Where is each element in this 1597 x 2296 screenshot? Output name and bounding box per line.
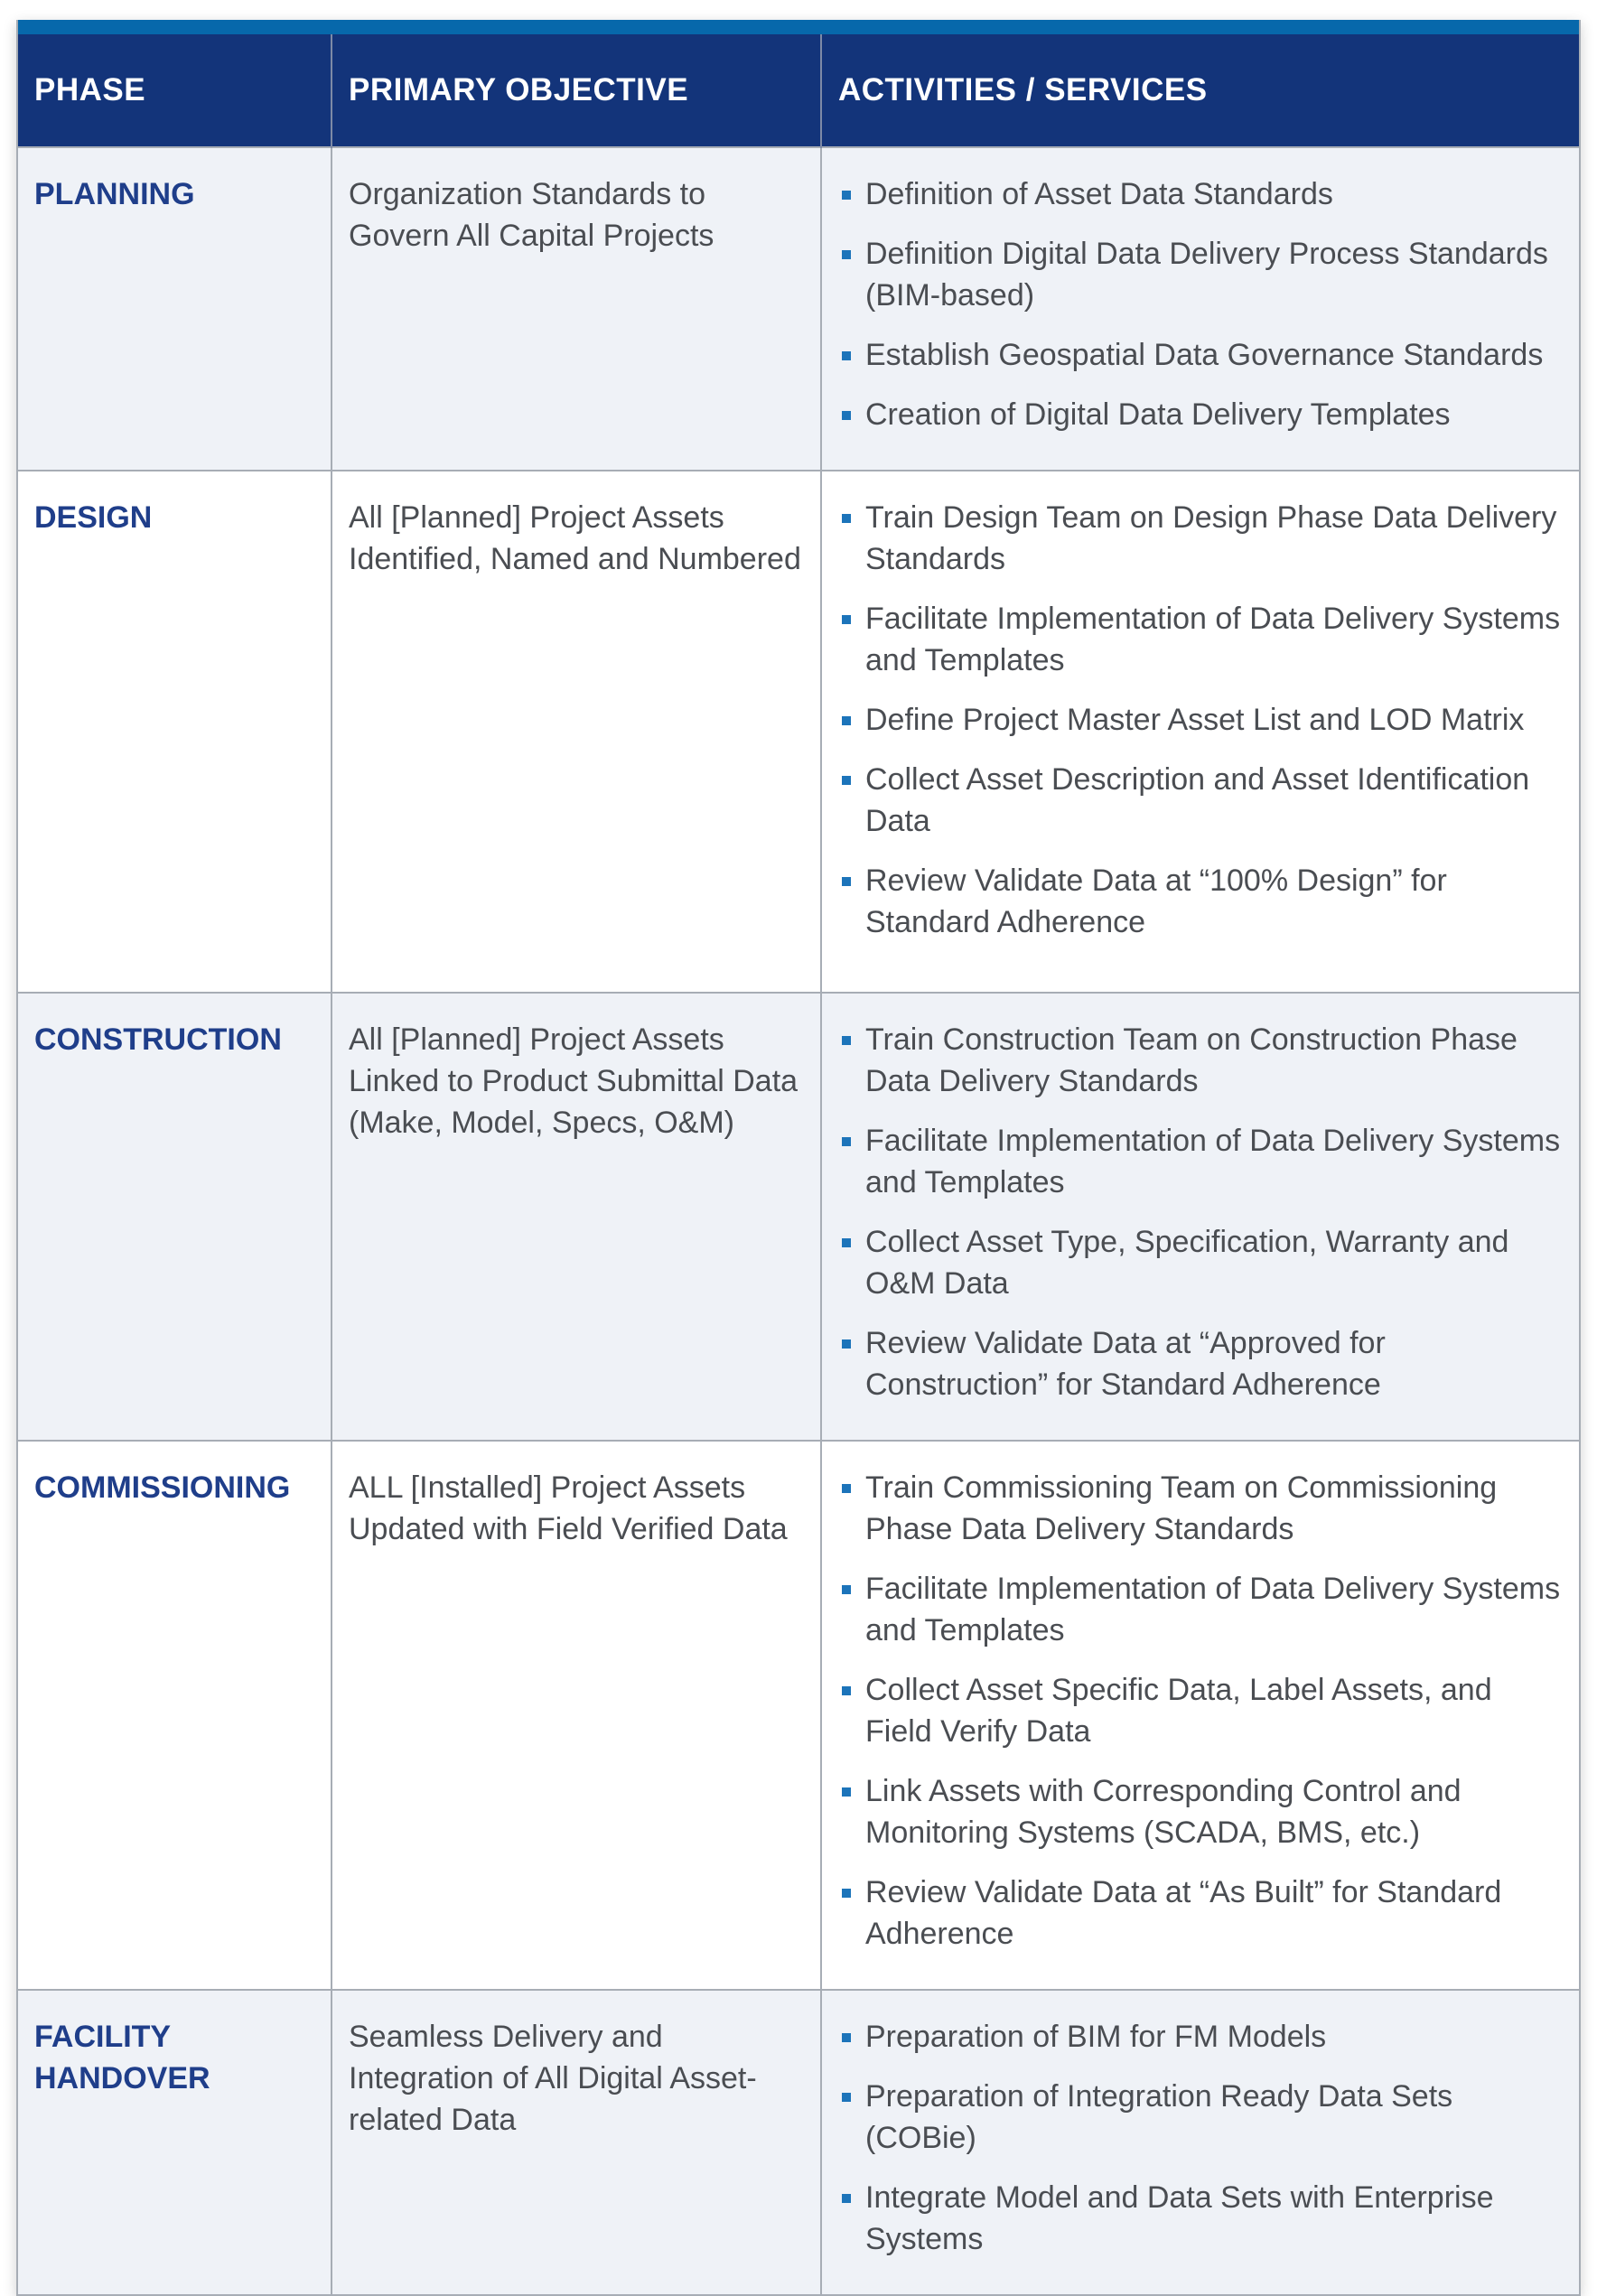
activities-list: [838, 173, 1563, 435]
activity-text: Train Construction Team on Construction Phase Data Delivery Standards: [865, 1022, 1518, 1098]
bullet-square-icon: [842, 2033, 851, 2042]
table-row: [18, 471, 1579, 993]
objective-cell: All [Planned] Project Assets Linked to Product Submittal Data (Make, Model, Specs, O&M): [332, 993, 821, 1441]
activity-text: Collect Asset Specific Data, Label Assets, and Field Verify Data: [865, 1673, 1492, 1749]
activities-list: [838, 1467, 1563, 1955]
activity-item: [838, 1467, 1563, 1550]
bullet-square-icon: [842, 1585, 851, 1594]
activity-text: Train Design Team on Design Phase Data Delivery Standards: [865, 500, 1557, 576]
activities-cell: [821, 471, 1579, 993]
activity-text: Collect Asset Type, Specification, Warranty and O&M Data: [865, 1225, 1509, 1301]
table-row: [18, 993, 1579, 1441]
activities-cell: [821, 993, 1579, 1441]
table-row: [18, 147, 1579, 471]
header-objective: PRIMARY OBJECTIVE: [332, 34, 821, 147]
objective-cell: Seamless Delivery and Integration of All Digital Asset-related Data: [332, 1990, 821, 2294]
phase-cell: [18, 147, 332, 471]
activity-item: [838, 233, 1563, 316]
activity-text: Establish Geospatial Data Governance Standards: [865, 338, 1544, 372]
activity-text: Facilitate Implementation of Data Delivery Systems and Templates: [865, 602, 1561, 677]
activity-text: Collect Asset Description and Asset Identification Data: [865, 762, 1530, 838]
activity-item: [838, 699, 1563, 741]
activities-list: [838, 497, 1563, 943]
activity-text: Define Project Master Asset List and LOD Matrix: [865, 703, 1525, 737]
activity-text: Review Validate Data at “100% Design” for Standard Adherence: [865, 863, 1447, 939]
bullet-square-icon: [842, 250, 851, 259]
activity-text: Creation of Digital Data Delivery Templates: [865, 397, 1451, 432]
activity-text: Review Validate Data at “Approved for Construction” for Standard Adherence: [865, 1326, 1386, 1402]
activity-text: Preparation of Integration Ready Data Sets (COBie): [865, 2079, 1453, 2155]
bullet-square-icon: [842, 1686, 851, 1695]
activities-cell: [821, 147, 1579, 471]
activities-cell: [821, 1990, 1579, 2294]
bullet-square-icon: [842, 514, 851, 523]
activity-text: Link Assets with Corresponding Control and Monitoring Systems (SCADA, BMS, etc.): [865, 1774, 1462, 1850]
phase-cell: [18, 471, 332, 993]
activity-text: Facilitate Implementation of Data Delivery Systems and Templates: [865, 1572, 1561, 1647]
header-phase: PHASE: [18, 34, 332, 147]
activity-text: Integrate Model and Data Sets with Enterprise Systems: [865, 2180, 1494, 2256]
header-row: [18, 34, 1579, 147]
phase-table: [18, 34, 1579, 2294]
phase-table-container: [16, 20, 1581, 2296]
activity-item: [838, 334, 1563, 376]
activity-item: [838, 394, 1563, 435]
phase-label: DESIGN: [34, 500, 153, 535]
activity-text: Preparation of BIM for FM Models: [865, 2020, 1327, 2054]
bullet-square-icon: [842, 411, 851, 420]
activity-item: [838, 1669, 1563, 1752]
activity-item: [838, 2016, 1563, 2058]
phase-label: COMMISSIONING: [34, 1470, 291, 1505]
header-activities: ACTIVITIES / SERVICES: [821, 34, 1579, 147]
activity-item: [838, 1221, 1563, 1304]
phase-cell: [18, 1441, 332, 1990]
phase-cell: [18, 993, 332, 1441]
bullet-square-icon: [842, 1787, 851, 1797]
phase-label: PLANNING: [34, 177, 195, 211]
bullet-square-icon: [842, 1889, 851, 1898]
objective-cell: All [Planned] Project Assets Identified, Named and Numbered: [332, 471, 821, 993]
activity-item: [838, 860, 1563, 943]
bullet-square-icon: [842, 2093, 851, 2102]
activity-item: [838, 2076, 1563, 2159]
activity-item: [838, 598, 1563, 681]
objective-cell: ALL [Installed] Project Assets Updated with Field Verified Data: [332, 1441, 821, 1990]
bullet-square-icon: [842, 2194, 851, 2203]
activities-list: [838, 2016, 1563, 2260]
bullet-square-icon: [842, 776, 851, 785]
bullet-square-icon: [842, 1484, 851, 1493]
activity-item: [838, 1120, 1563, 1203]
phase-label: CONSTRUCTION: [34, 1022, 282, 1057]
bullet-square-icon: [842, 1137, 851, 1146]
phase-label: FACILITY HANDOVER: [34, 2020, 210, 2095]
activity-item: [838, 1770, 1563, 1853]
activity-text: Definition of Asset Data Standards: [865, 177, 1333, 211]
activity-text: Definition Digital Data Delivery Process Standards (BIM-based): [865, 237, 1548, 313]
bullet-square-icon: [842, 1238, 851, 1247]
top-accent-bar: [18, 20, 1579, 34]
bullet-square-icon: [842, 191, 851, 200]
activity-item: [838, 759, 1563, 842]
bullet-square-icon: [842, 1339, 851, 1349]
objective-cell: Organization Standards to Govern All Capital Projects: [332, 147, 821, 471]
table-row: [18, 1990, 1579, 2294]
activity-item: [838, 1019, 1563, 1102]
activity-item: [838, 1871, 1563, 1955]
activities-list: [838, 1019, 1563, 1405]
activity-text: Train Commissioning Team on Commissioning Phase Data Delivery Standards: [865, 1470, 1498, 1546]
activity-item: [838, 1322, 1563, 1405]
activities-cell: [821, 1441, 1579, 1990]
activity-text: Review Validate Data at “As Built” for Standard Adherence: [865, 1875, 1502, 1951]
bullet-square-icon: [842, 877, 851, 886]
table-row: [18, 1441, 1579, 1990]
bullet-square-icon: [842, 351, 851, 360]
activity-text: Facilitate Implementation of Data Delivery Systems and Templates: [865, 1124, 1561, 1199]
bullet-square-icon: [842, 1036, 851, 1045]
activity-item: [838, 1568, 1563, 1651]
phase-cell: [18, 1990, 332, 2294]
activity-item: [838, 2177, 1563, 2260]
bullet-square-icon: [842, 716, 851, 725]
activity-item: [838, 173, 1563, 215]
bullet-square-icon: [842, 615, 851, 624]
activity-item: [838, 497, 1563, 580]
